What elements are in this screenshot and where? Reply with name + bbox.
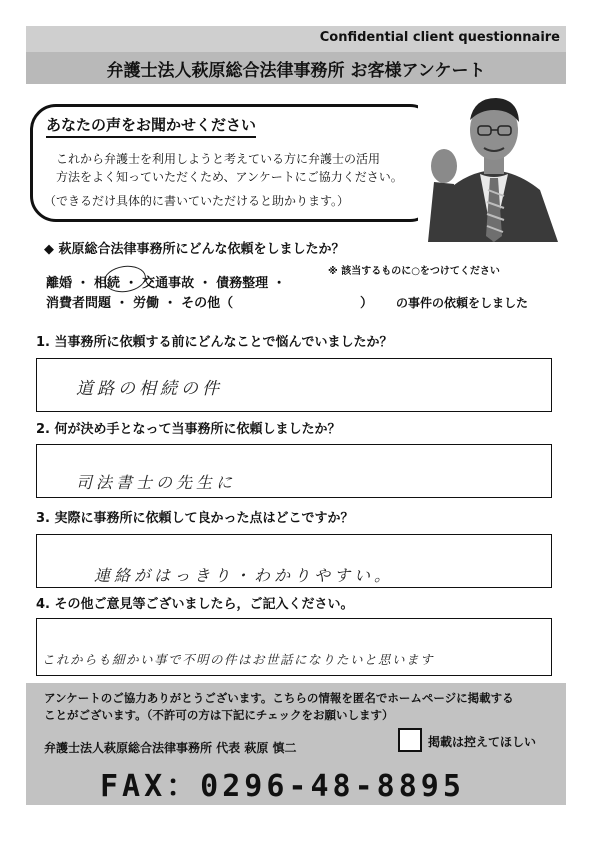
bubble-heading: あなたの声をお聞かせください [46,114,256,138]
case-question: ◆ 萩原総合法律事務所にどんな依頼をしましたか？ [44,242,345,257]
no-publish-label: 掲載は控えてほしい [428,735,537,749]
bubble-note: （できるだけ具体的に書いていただけると助かります。） [44,194,350,208]
case-options-line-2: 消費者問題 ・ 労働 ・ その他（ [46,296,234,311]
confidential-label: Confidential client questionnaire [319,30,560,45]
page-title: 弁護士法人萩原総合法律事務所 お客様アンケート [106,61,486,81]
question-2-label: 2. 何が決め手となって当事務所に依頼しましたか？ [36,422,341,437]
answer-1-text: 道路の相続の件 [76,379,223,399]
answer-4-text: これからも細かい事で不明の件はお世話になりたいと思います [42,652,435,667]
case-options-line-1: 離婚 ・ 相続 ・ 交通事故 ・ 債務整理 ・ [46,276,286,291]
answer-2-text: 司法書士の先生に [76,473,237,492]
no-publish-checkbox[interactable] [398,728,422,752]
footer-line-1: アンケートのご協力ありがとうございます。こちらの情報を匿名でホームページに掲載する [44,691,514,705]
question-4-label: 4. その他ご意見等ございましたら，ご記入ください。 [36,597,354,612]
fax-number: FAX：0296-48-8895 [100,769,465,804]
case-suffix: の事件の依頼をしました [396,296,529,310]
question-1-label: 1. 当事務所に依頼する前にどんなことで悩んでいましたか？ [36,335,393,350]
question-3-label: 3. 実際に事務所に依頼して良かった点はどこですか？ [36,511,354,526]
answer-3-text: 連絡がはっきり・わかりやすい。 [94,566,395,585]
bubble-line-1: これから弁護士を利用しようと考えている方に弁護士の活用 [56,152,381,166]
footer-line-2: ことがございます。（不許可の方は下記にチェックをお願いします） [44,708,394,722]
case-paren-close: ） [360,296,374,311]
bubble-line-2: 方法をよく知っていただくため、アンケートにご協力ください。 [56,170,403,184]
case-instruction: ※ 該当するものに○をつけてください [328,266,500,277]
office-signature: 弁護士法人萩原総合法律事務所 代表 萩原 慎二 [44,741,297,755]
lawyer-photo [418,86,568,242]
